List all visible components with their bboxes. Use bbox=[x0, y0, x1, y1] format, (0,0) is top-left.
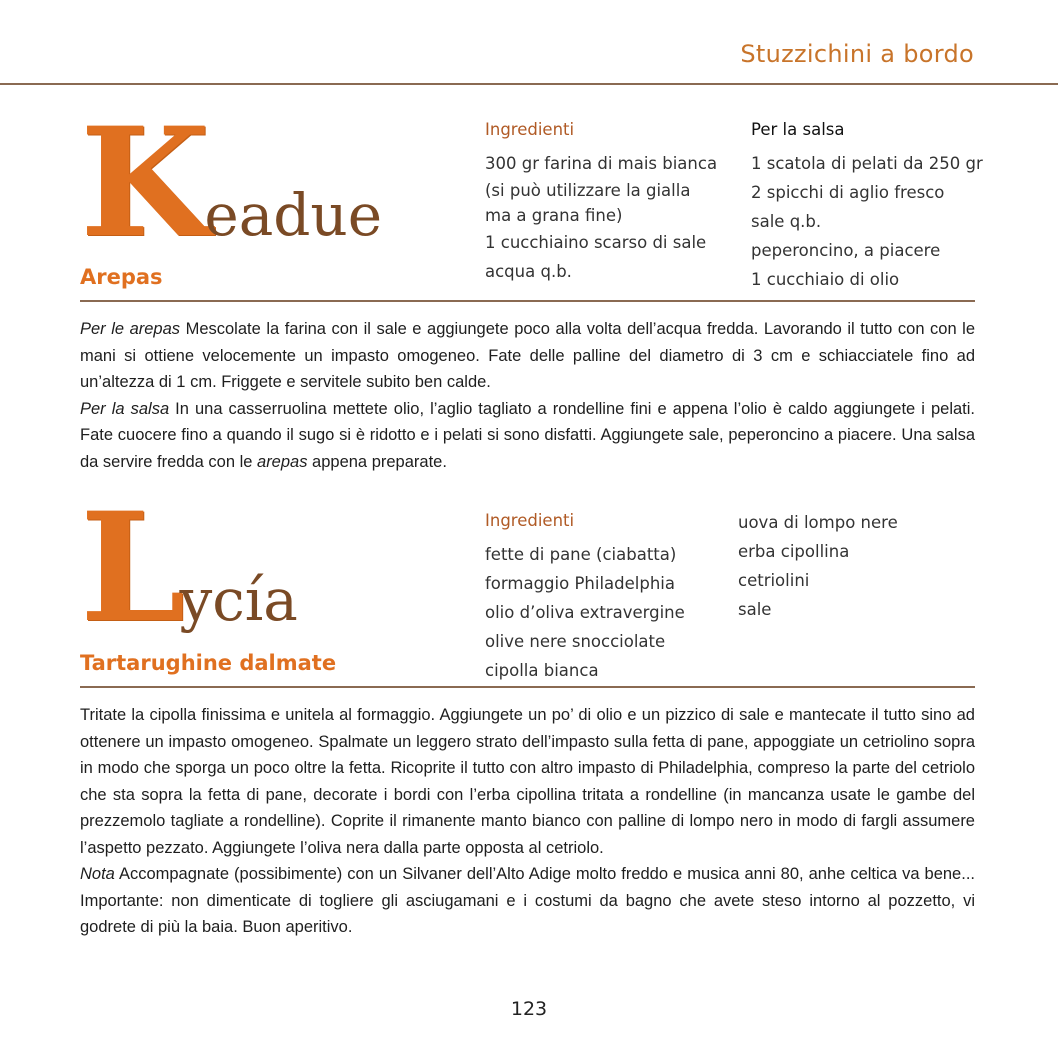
title-initial: K bbox=[80, 95, 211, 271]
method-paragraph bbox=[80, 316, 975, 396]
ingredient-item: sale bbox=[738, 600, 772, 619]
ingredient-item: acqua q.b. bbox=[485, 262, 572, 281]
ingredients-heading: Ingredienti bbox=[485, 511, 575, 530]
ingredients-column bbox=[485, 119, 717, 286]
section-rule bbox=[80, 300, 975, 302]
ingredients-column-more bbox=[738, 508, 898, 624]
recipe-method bbox=[80, 702, 975, 941]
sauce-item: sale q.b. bbox=[751, 212, 822, 231]
recipe-title-keadue bbox=[80, 95, 383, 271]
recipe-subtitle: Arepas bbox=[80, 265, 163, 289]
paragraph-text: Tritate la cipolla finissima e unitela al formaggio. Aggiungete un po’ di olio e un pizzico di sale e mantecate il tutto sino ad ottenere un impasto omogeneo. Spalmate un leggero strato dell’impasto sulla fetta di pane, appoggiate un cetriolino sopra in modo che sporga un poco oltre la fetta. Ricoprite il tutto con altro impasto di Philadelphia, compreso la parte del cetriolo che sta sopra la fetta di pane, decorate i bordi con l’erba cipollina tritata a rondelline (in mancanza usate le gambe del prezzemolo tagliate a rondelline). Coprite il rimanente manto bianco con palline di lompo nero in modo di fargli assumere l’aspetto pezzato. Aggiungete l’oliva nera dalla parte opposta al cetriolo. bbox=[80, 706, 975, 857]
ingredients-heading: Ingredienti bbox=[485, 120, 575, 139]
title-rest: ycía bbox=[179, 566, 298, 634]
header-rule bbox=[0, 83, 1058, 85]
title-initial: L bbox=[80, 480, 186, 656]
sauce-item: peperoncino, a piacere bbox=[751, 241, 941, 260]
ingredient-item: olive nere snocciolate bbox=[485, 632, 666, 651]
method-paragraph bbox=[80, 396, 975, 476]
ingredient-item: (si può utilizzare la gialla bbox=[485, 181, 691, 200]
paragraph-emphasis: arepas bbox=[257, 452, 308, 471]
recipe-title-lycia bbox=[80, 480, 298, 656]
ingredients-column bbox=[485, 510, 685, 685]
paragraph-text: In una casserruolina mettete olio, l’aglio tagliato a rondelline fini e appena l’olio è caldo aggiungete i pelati. Fate cuocere fino a quando il sugo si è ridotto e i pelati si sono disfatti. Aggiungete sale, peperoncino a piacere. Una salsa da servire fredda con le bbox=[80, 399, 975, 471]
paragraph-lead: Nota bbox=[80, 865, 115, 883]
paragraph-lead: Per le arepas bbox=[80, 320, 181, 338]
ingredient-item: olio d’oliva extravergine bbox=[485, 603, 685, 622]
ingredient-item: cipolla bianca bbox=[485, 661, 599, 680]
sauce-item: 1 cucchiaio di olio bbox=[751, 270, 900, 289]
ingredient-item: 1 cucchiaino scarso di sale bbox=[485, 233, 707, 252]
paragraph-text: Mescolate la farina con il sale e aggiungete poco alla volta dell’acqua fredda. Lavorando il tutto con con le mani si ottiene velocemente un impasto omogeneo. Fate delle palline del diametro di 3 cm e schiacciatele fino ad un’altezza di 1 cm. Friggete e servitele subito ben calde. bbox=[80, 320, 976, 391]
method-paragraph bbox=[80, 702, 975, 861]
title-rest: eadue bbox=[204, 181, 383, 249]
ingredient-item: cetriolini bbox=[738, 571, 810, 590]
recipe-method bbox=[80, 316, 975, 475]
paragraph-lead: Per la salsa bbox=[80, 399, 170, 418]
sauce-item: 1 scatola di pelati da 250 gr bbox=[751, 154, 983, 173]
ingredient-item: erba cipollina bbox=[738, 542, 850, 561]
sauce-heading: Per la salsa bbox=[751, 120, 845, 139]
method-paragraph bbox=[80, 861, 975, 941]
recipe-subtitle: Tartarughine dalmate bbox=[80, 651, 337, 675]
section-title: Stuzzichini a bordo bbox=[740, 40, 974, 68]
ingredient-item: 300 gr farina di mais bianca bbox=[485, 154, 718, 173]
sauce-item: 2 spicchi di aglio fresco bbox=[751, 183, 945, 202]
ingredient-item: fette di pane (ciabatta) bbox=[485, 545, 677, 564]
ingredient-item: uova di lompo nere bbox=[738, 513, 898, 532]
paragraph-text: Accompagnate (possibimente) con un Silvaner dell’Alto Adige molto freddo e musica anni 80, anhe celtica va bene... Importante: non dimenticate di togliere gli asciugamani e i costumi da bagno che avete steso intorno al pozzetto, vi godrete di più la baia. Buon aperitivo. bbox=[80, 865, 975, 936]
paragraph-text: appena preparate. bbox=[307, 452, 447, 471]
sauce-column bbox=[751, 119, 983, 294]
page-number: 123 bbox=[510, 998, 548, 1020]
ingredient-item: formaggio Philadelphia bbox=[485, 574, 675, 593]
section-rule bbox=[80, 686, 975, 688]
ingredient-item: ma a grana fine) bbox=[485, 206, 623, 225]
